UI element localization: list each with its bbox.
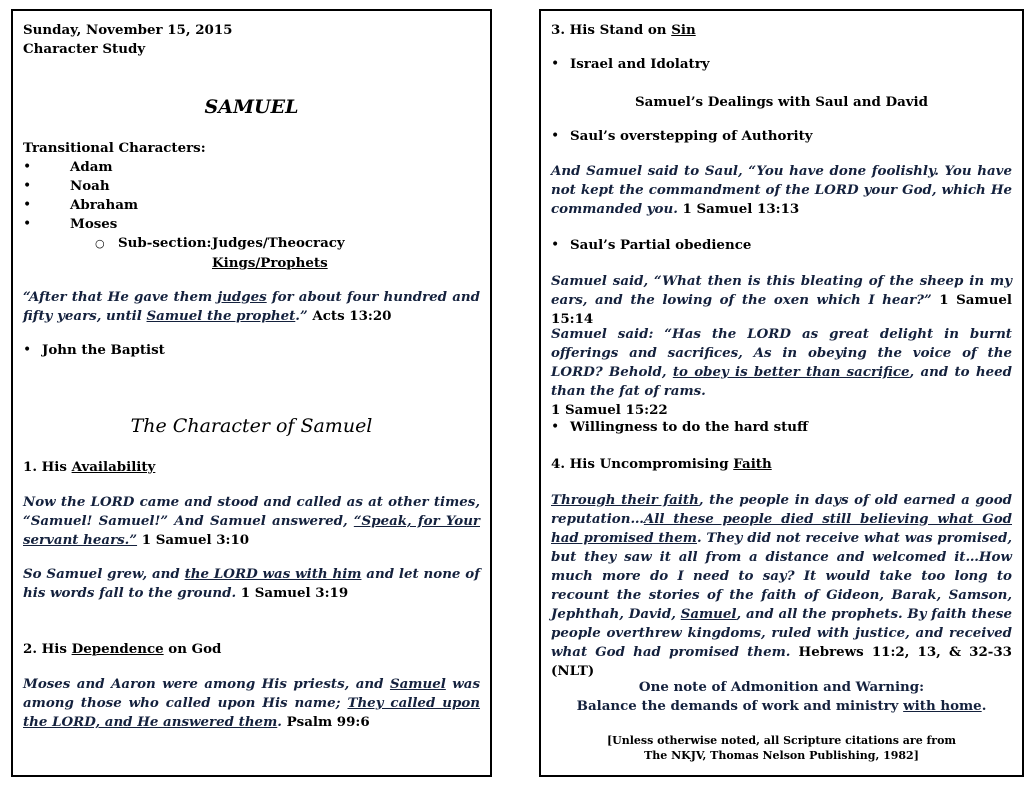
bullet-icon: • (23, 342, 32, 358)
scripture-ref: 1 Samuel 13:13 (682, 201, 800, 217)
quote-hebrews-11: Through their faith, the people in days of old earned a good reputation…All these people died still believing what God had promised them. They did not receive what was promised, but they saw it all from a distance and welcomed it…How much more do I need to say? It would take too long to recount the stories of the faith of Gideon, Barak, Samson, Jephthah, David, Samuel, and all the prophets. By faith these people overthrew kingdoms, ruled with justice, and received what God had promised them. Hebrews 11:2, 13, & 32-33 (NLT) (551, 492, 1013, 679)
bullet-icon: • (551, 56, 560, 72)
subtitle: Character Study (23, 41, 146, 57)
scripture-ref: 1 Samuel 3:19 (240, 585, 349, 601)
character-item: Adam (70, 159, 113, 175)
scripture-ref: 1 Samuel 15:22 (551, 402, 668, 418)
section-title: The Character of Samuel (130, 415, 373, 437)
quote-1-samuel-3-10: Now the LORD came and stood and called as at other times, “Samuel! Samuel!” And Samuel answered, “Speak, for Your servant hears.” 1 Samuel 3:10 (23, 494, 480, 548)
scripture-ref: 1 Samuel 3:10 (141, 532, 250, 548)
subsection-judges: Judges/Theocracy (212, 235, 345, 251)
heading-availability: 1. His Availability (23, 459, 156, 475)
date: Sunday, November 15, 2015 (23, 22, 233, 38)
left-page (11, 9, 492, 777)
quote-1-samuel-13-13: And Samuel said to Saul, “You have done foolishly. You have not kept the commandment of the LORD your God, which He commanded you. 1 Samuel 13:13 (551, 163, 1012, 217)
dealings-heading: Samuel’s Dealings with Saul and David (635, 94, 928, 110)
bullet-icon: • (23, 197, 32, 213)
heading-faith: 4. His Uncompromising Faith (551, 456, 772, 472)
quote-1-samuel-15-22: Samuel said: “Has the LORD as great delight in burnt offerings and sacrifices, As in obeying the voice of the LORD? Behold, to obey is better than sacrifice, and to heed than the fat of rams. 1 Samuel 15:22 (551, 326, 1012, 418)
admonition-line-2: Balance the demands of work and ministry with home. (576, 698, 987, 714)
scripture-ref: Acts 13:20 (312, 308, 392, 324)
quote-1-samuel-15-14: Samuel said, “What then is this bleating of the sheep in my ears, and the lowing of the oxen which I hear?” 1 Samuel 15:14 (551, 273, 1012, 327)
character-item: Moses (70, 216, 118, 232)
partial-item: Saul’s Partial obedience (570, 237, 752, 253)
citation-note-1: [Unless otherwise noted, all Scripture citations are from (606, 734, 957, 747)
scripture-ref: Psalm 99:6 (286, 714, 370, 730)
character-item: Abraham (70, 197, 139, 213)
transitional-heading: Transitional Characters: (23, 140, 206, 156)
bullet-icon: • (551, 237, 560, 253)
israel-item: Israel and Idolatry (570, 56, 710, 72)
quote-1-samuel-3-19: So Samuel grew, and the LORD was with him and let none of his words fall to the ground. 1 Samuel 3:19 (23, 566, 480, 601)
subsection-kings: Kings/Prophets (212, 255, 328, 271)
page-title: SAMUEL (204, 96, 299, 118)
heading-dependence: 2. His Dependence on God (23, 641, 222, 657)
circle-bullet-icon: ○ (95, 237, 105, 250)
overstepping-item: Saul’s overstepping of Authority (570, 128, 813, 144)
citation-note-2: The NKJV, Thomas Nelson Publishing, 1982] (644, 749, 919, 762)
bullet-icon: • (551, 419, 560, 435)
willingness-item: Willingness to do the hard stuff (570, 419, 809, 435)
quote-acts: “After that He gave them judges for about four hundred and fifty years, until Samuel the prophet.” Acts 13:20 (23, 289, 480, 324)
bullet-icon: • (23, 216, 32, 232)
bullet-icon: • (551, 128, 560, 144)
subsection-label: Sub-section: (118, 235, 212, 251)
heading-sin: 3. His Stand on Sin (551, 22, 696, 38)
character-item: Noah (70, 178, 110, 194)
bullet-icon: • (23, 178, 32, 194)
quote-psalm-99-6: Moses and Aaron were among His priests, and Samuel was among those who called upon His name; They called upon the LORD, and He answered them. Psalm 99:6 (23, 676, 480, 730)
john-item: John the Baptist (42, 342, 165, 358)
bullet-icon: • (23, 159, 32, 175)
scripture-ref: 1 Samuel 15:14 (551, 292, 1012, 327)
admonition-line-1: One note of Admonition and Warning: (638, 679, 925, 695)
scripture-ref: Hebrews 11:2, 13, & 32-33 (NLT) (551, 644, 1012, 679)
